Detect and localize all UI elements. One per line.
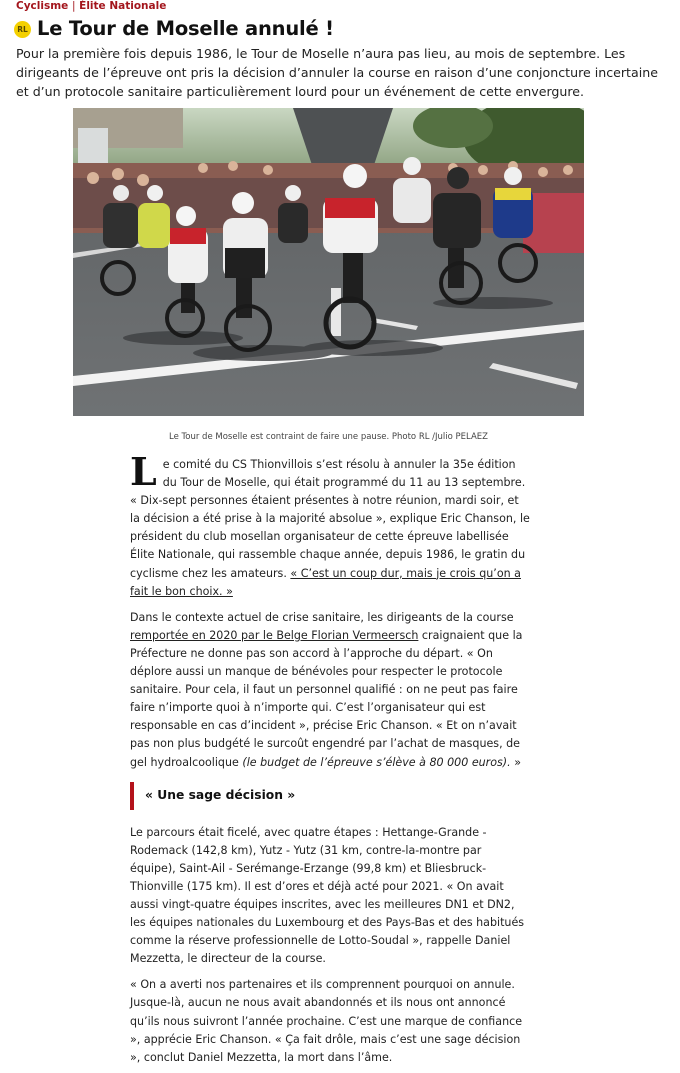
paragraph — [130, 449, 530, 601]
paragraph — [130, 609, 530, 772]
italic-note: (le budget de l’épreuve s’élève à 80 000 euros). — [242, 755, 511, 769]
related-article-link[interactable]: remportée en 2020 par le Belge Florian Vermeersch — [130, 628, 419, 642]
cyclists-race-image — [73, 108, 584, 416]
subhead-text: « Une sage décision » — [145, 787, 296, 802]
drop-cap: L — [130, 449, 157, 494]
section-subhead — [130, 782, 530, 810]
paragraph-text: e comité du CS Thionvillois s’est résolu à annuler la 35e édition du Tour de Moselle, qui était programmé du 11 au 13 septembre. « Dix-sept personnes étaient présentes à notre réunion, mardi soir, et la décision a été prise à la majorité absolue », explique Eric Chanson, le président du club mosellan organisateur de cette épreuve labellisée Élite Nationale, qui rassemble chaque année, depuis 1986, le gratin du cyclisme chez les amateurs. — [130, 458, 530, 580]
paragraph-text: » — [510, 755, 521, 769]
section-kicker[interactable] — [16, 0, 166, 12]
article-lead: Pour la première fois depuis 1986, le Tour de Moselle n’aura pas lieu, au mois de septembre. Les dirigeants de l’épreuve ont pris la décision d’annuler la course en raison d’une conjoncture incertaine et d’un protocole sanitaire particulièrement lourd pour un événement de cette envergure. — [16, 46, 658, 99]
rl-logo-badge: RL — [14, 21, 31, 38]
quote-link[interactable]: « C’est un coup dur, mais je crois qu’on a fait le bon choix. » — [130, 566, 521, 598]
paragraph-text: craignaient que la Préfecture ne donne pas son accord à l’approche du départ. « On déplore aussi un manque de bénévoles pour respecter le protocole sanitaire. Pour cela, il faut un personnel qualifié : on ne peut pas faire faire n’importe quoi à n’importe qui. C’est l’organisateur qui est responsable en cas d’incident », précise Eric Chanson. « Et on n’avait pas non plus budgété le surcoût engendré par l’achat de masques, de gel hydroalcoolique — [130, 628, 523, 769]
paragraph: Le parcours était ficelé, avec quatre étapes : Hettange-Grande - Rodemack (142,8 km), Yutz - Yutz (31 km, contre-la-montre par équipe), Saint-Ail - Serémange-Erzange (99,8 km) et Bliesbruck-Thionville (175 km). Il est d’ores et déjà acté pour 2021. « On avait aussi vingt-quatre équipes inscrites, avec les meilleures DN1 et DN2, les équipes nationales du Luxembourg et des Pays-Bas et des habitués comme la réserve professionnelle de Lotto-Soudal », rappelle Daniel Mezzetta, le directeur de la course. — [130, 825, 525, 966]
article-photo — [73, 108, 584, 416]
photo-caption: Le Tour de Moselle est contraint de faire une pause. Photo RL /Julio PELAEZ — [169, 432, 488, 442]
subsection-label[interactable]: Élite Nationale — [79, 0, 167, 12]
article-body — [130, 449, 530, 1073]
paragraph-text: Dans le contexte actuel de crise sanitaire, les dirigeants de la course — [130, 610, 514, 624]
paragraph: « On a averti nos partenaires et ils comprennent pourquoi on annule. Jusque-là, aucun ne nous avait abandonnés et ils nous ont annoncé qu’ils nous suivront l’année prochaine. C’est une marque de confiance », apprécie Eric Chanson. « Ça fait drôle, mais c’est une sage décision », conclut Daniel Mezzetta, la mort dans l’âme. — [130, 978, 523, 1064]
page-title: Le Tour de Moselle annulé ! — [37, 16, 334, 40]
section-label[interactable]: Cyclisme — [16, 0, 69, 12]
kicker-separator: | — [71, 0, 76, 12]
headline-row — [14, 15, 334, 41]
